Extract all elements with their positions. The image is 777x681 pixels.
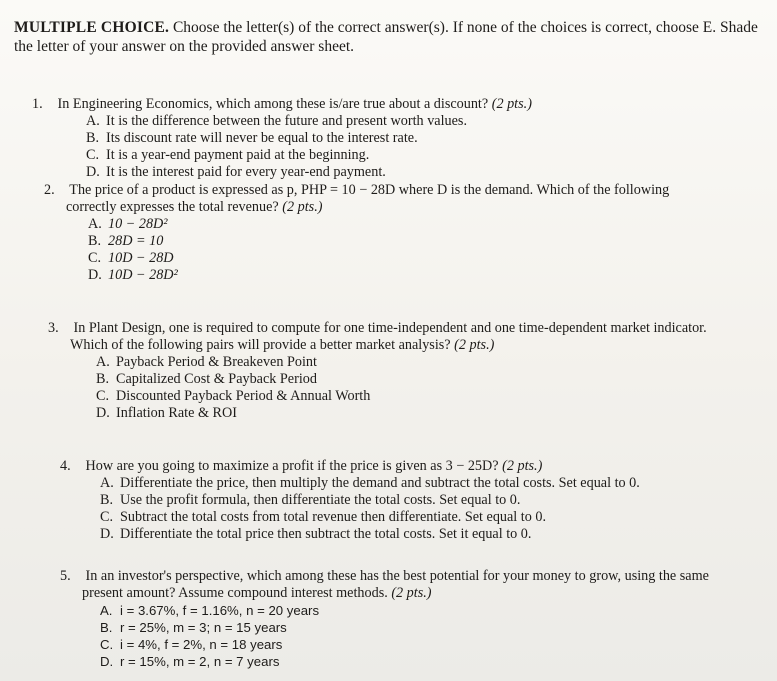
option-text: Differentiate the price, then multiply the demand and subtract the total costs. Set equal to 0.	[120, 475, 640, 491]
option-d	[100, 653, 768, 670]
option-text: Capitalized Cost & Payback Period	[116, 371, 317, 387]
option-text: 10D − 28D	[108, 250, 174, 266]
question-points: (2 pts.)	[502, 458, 543, 474]
option-letter: A.	[100, 475, 114, 491]
option-letter: B.	[100, 620, 113, 635]
option-text: 28D = 10	[108, 233, 164, 249]
option-letter: D.	[86, 164, 100, 180]
question-number: 5.	[60, 568, 71, 584]
option-b	[88, 233, 756, 250]
option-a	[100, 475, 760, 492]
option-text: 10D − 28D²	[108, 267, 178, 283]
question-number: 2.	[44, 182, 55, 198]
option-text: r = 25%, m = 3; n = 15 years	[120, 620, 287, 635]
option-letter: C.	[88, 250, 102, 266]
option-letter: B.	[88, 233, 102, 249]
option-letter: D.	[100, 526, 114, 542]
option-text: Use the profit formula, then differentiate the total costs. Set equal to 0.	[120, 492, 521, 508]
question-points: (2 pts.)	[454, 337, 495, 353]
option-text: Subtract the total costs from total revenue then differentiate. Set equal to 0.	[120, 509, 547, 525]
question-2	[44, 182, 756, 284]
option-text: It is the difference between the future and present worth values.	[106, 113, 467, 129]
option-d	[88, 267, 756, 284]
option-b	[100, 492, 760, 509]
option-text: i = 3.67%, f = 1.16%, n = 20 years	[120, 603, 320, 618]
option-text: Differentiate the total price then subtract the total costs. Set it equal to 0.	[120, 526, 532, 542]
option-a	[88, 216, 756, 233]
question-4	[60, 458, 760, 543]
option-d	[100, 526, 760, 543]
option-letter: A.	[86, 113, 100, 129]
question-2-stem	[44, 182, 756, 216]
option-c	[86, 147, 752, 164]
question-text-line2-wrap	[44, 199, 756, 216]
option-b	[86, 130, 752, 147]
option-letter: D.	[96, 405, 110, 421]
option-c	[100, 636, 768, 653]
option-text: r = 15%, m = 2, n = 7 years	[120, 654, 280, 669]
option-text: Its discount rate will never be equal to the interest rate.	[106, 130, 418, 146]
option-letter: D.	[100, 654, 114, 669]
question-text-line1: In Plant Design, one is required to compute for one time-independent and one time-dependent market indicator.	[73, 320, 707, 336]
option-letter: D.	[88, 267, 102, 283]
question-text: In Engineering Economics, which among these is/are true about a discount?	[57, 96, 489, 112]
question-3	[48, 320, 764, 422]
instructions-header	[14, 18, 764, 56]
option-letter: B.	[100, 492, 114, 508]
option-letter: C.	[96, 388, 110, 404]
option-letter: B.	[86, 130, 100, 146]
instructions-text: Choose the letter(s) of the correct answer(s). If none of the choices is correct, choose E. Shade the letter of your answer on the provided answer sheet.	[14, 19, 758, 55]
option-letter: C.	[100, 509, 114, 525]
question-1-stem	[32, 96, 752, 113]
question-1	[32, 96, 752, 181]
question-number: 1.	[32, 96, 43, 112]
question-3-options	[48, 354, 764, 422]
option-letter: B.	[96, 371, 110, 387]
option-d	[86, 164, 752, 181]
question-5	[60, 568, 768, 670]
option-letter: A.	[88, 216, 102, 232]
option-a	[86, 113, 752, 130]
question-text-line2-wrap	[48, 337, 764, 354]
option-c	[100, 509, 760, 526]
question-5-options	[60, 602, 768, 670]
question-4-options	[60, 475, 760, 543]
question-1-options	[32, 113, 752, 181]
option-text: 10 − 28D²	[108, 216, 168, 232]
question-text-line1: The price of a product is expressed as p, PHP = 10 − 28D where D is the demand. Which of the following	[69, 182, 670, 198]
option-text: i = 4%, f = 2%, n = 18 years	[120, 637, 283, 652]
option-letter: A.	[96, 354, 110, 370]
question-text: How are you going to maximize a profit if the price is given as 3 − 25D?	[85, 458, 499, 474]
option-text: It is a year-end payment paid at the beginning.	[106, 147, 370, 163]
option-letter: C.	[100, 637, 114, 652]
option-d	[96, 405, 764, 422]
question-text-line2: Which of the following pairs will provide a better market analysis?	[70, 337, 451, 353]
option-c	[88, 250, 756, 267]
question-text-line1: In an investor's perspective, which among these has the best potential for your money to grow, using the same	[85, 568, 709, 584]
question-3-stem	[48, 320, 764, 354]
question-points: (2 pts.)	[491, 96, 532, 112]
option-text: Payback Period & Breakeven Point	[116, 354, 317, 370]
option-b	[100, 619, 768, 636]
question-text-line2: correctly expresses the total revenue?	[66, 199, 279, 215]
option-letter: A.	[100, 603, 113, 618]
option-text: Inflation Rate & ROI	[116, 405, 237, 421]
option-b	[96, 371, 764, 388]
section-title: MULTIPLE CHOICE.	[14, 19, 170, 36]
question-text-line2: present amount? Assume compound interest methods.	[82, 585, 388, 601]
question-2-options	[44, 216, 756, 284]
question-number: 4.	[60, 458, 71, 474]
question-text-line2-wrap	[60, 585, 768, 602]
option-text: It is the interest paid for every year-end payment.	[106, 164, 386, 180]
option-letter: C.	[86, 147, 100, 163]
question-points: (2 pts.)	[391, 585, 432, 601]
option-text: Discounted Payback Period & Annual Worth	[116, 388, 371, 404]
question-5-stem	[60, 568, 768, 602]
question-points: (2 pts.)	[282, 199, 323, 215]
option-a	[96, 354, 764, 371]
option-c	[96, 388, 764, 405]
option-a	[100, 602, 768, 619]
question-4-stem	[60, 458, 760, 475]
question-number: 3.	[48, 320, 59, 336]
